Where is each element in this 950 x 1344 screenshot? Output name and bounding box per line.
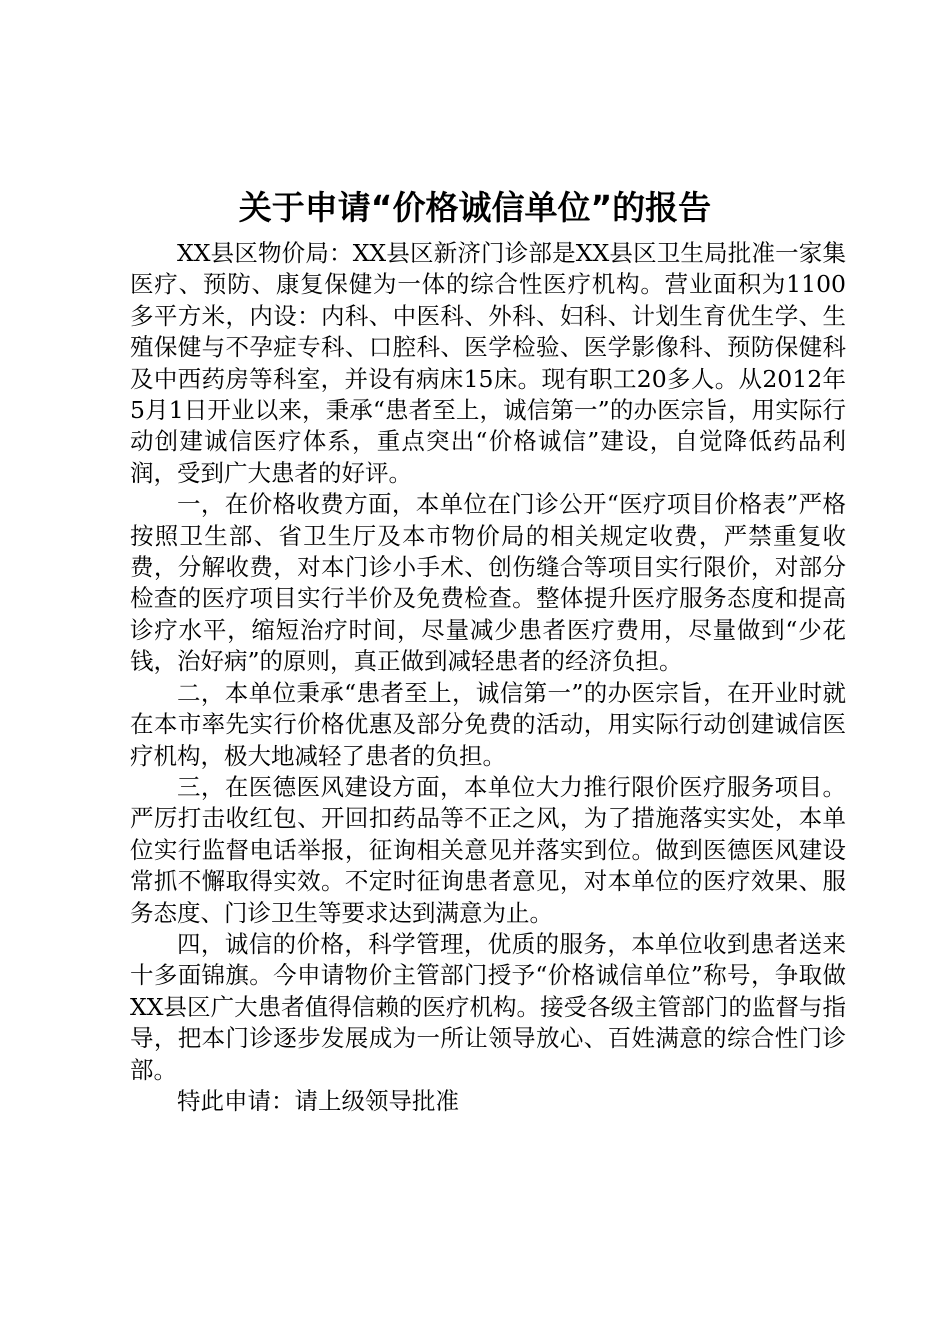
paragraph-point-1: 一，在价格收费方面，本单位在门诊公开“医疗项目价格表”严格按照卫生部、省卫生厅及本市物价局的相关规定收费，严禁重复收费，分解收费，对本门诊小手术、创伤缝合等项目实行限价，对部分检查的医疗项目实行半价及免费检查。整体提升医疗服务态度和提高诊疗水平，缩短治疗时间，尽量减少患者医疗费用，尽量做到“少花钱，治好病”的原则，真正做到减轻患者的经济负担。 [130,490,846,676]
paragraph-point-4: 四，诚信的价格，科学管理，优质的服务，本单位收到患者送来十多面锦旗。今申请物价主管部门授予“价格诚信单位”称号，争取做XX县区广大患者值得信赖的医疗机构。接受各级主管部门的监督与指导，把本门诊逐步发展成为一所让领导放心、百姓满意的综合性门诊部。 [130,929,846,1084]
paragraph-point-2: 二，本单位秉承“患者至上，诚信第一”的办医宗旨，在开业时就在本市率先实行价格优惠及部分免费的活动，用实际行动创建诚信医疗机构，极大地减轻了患者的负担。 [130,678,846,770]
paragraph-point-3: 三，在医德医风建设方面，本单位大力推行限价医疗服务项目。严厉打击收红包、开回扣药品等不正之风，为了措施落实实处，本单位实行监督电话举报，征询相关意见并落实到位。做到医德医风建设常抓不懈取得实效。不定时征询患者意见，对本单位的医疗效果、服务态度、门诊卫生等要求达到满意为止。 [130,772,846,927]
document-title: 关于申请“价格诚信单位”的报告 [238,188,712,227]
paragraph-closing: 特此申请：请上级领导批准 [177,1086,459,1115]
paragraph-intro: XX县区物价局：XX县区新济门诊部是XX县区卫生局批准一家集医疗、预防、康复保健为一体的综合性医疗机构。营业面积为1100多平方米，内设：内科、中医科、外科、妇科、计划生育优生学、生殖保健与不孕症专科、口腔科、医学检验、医学影像科、预防保健科及中西药房等科室，并设有病床15床。现有职工20多人。从2012年5月1日开业以来，秉承“患者至上，诚信第一”的办医宗旨，用实际行动创建诚信医疗体系，重点突出“价格诚信”建设，自觉降低药品利润，受到广大患者的好评。 [130,239,846,487]
document-body [130,238,846,1117]
